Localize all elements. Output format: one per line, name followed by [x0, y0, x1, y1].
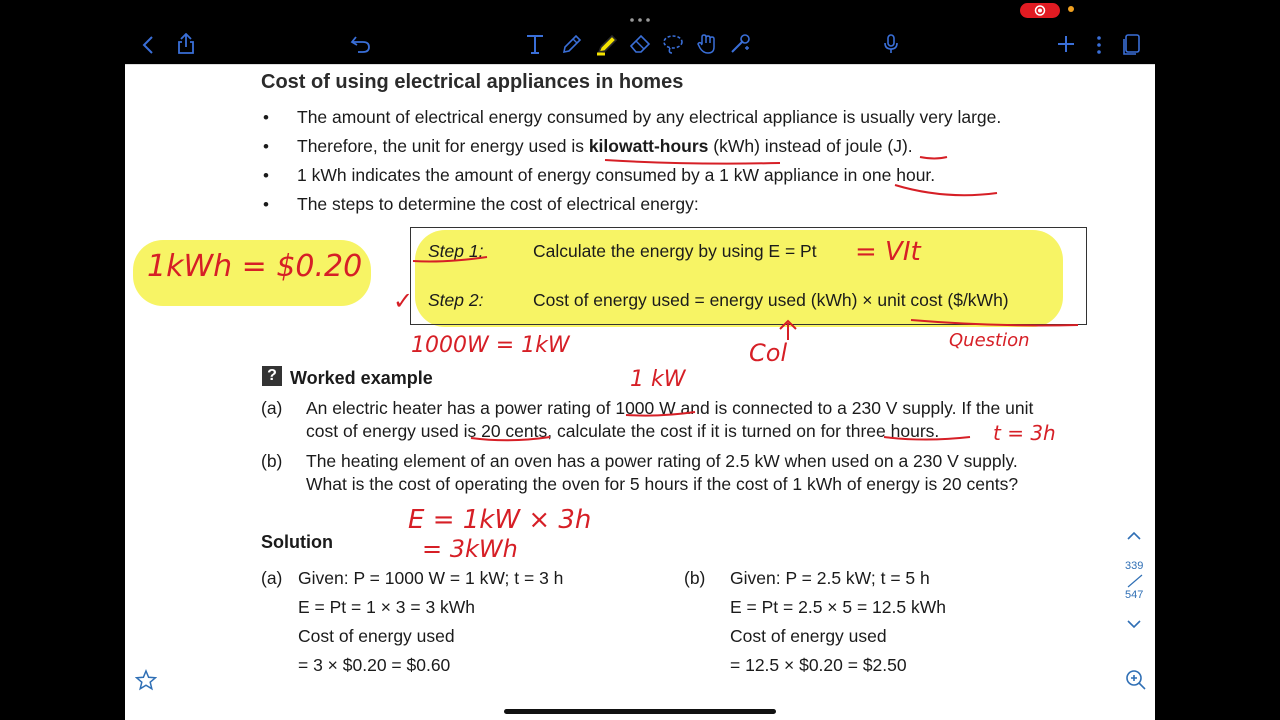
highlighter-icon[interactable] [595, 32, 619, 56]
lasso-icon[interactable] [662, 33, 684, 55]
status-date: Sat 4 Mar [192, 4, 241, 16]
question-b-line-2: What is the cost of operating the oven for 5 hours if the cost of 1 kWh of energy is 20 cents? [306, 474, 1019, 494]
status-time: 3:24 PM [138, 4, 180, 16]
solution-b-label: (b) [684, 568, 706, 588]
bullet-dot: • [263, 137, 269, 156]
undo-icon[interactable] [350, 34, 372, 54]
bullet-4: The steps to determine the cost of electrical energy: [297, 194, 699, 214]
solution-b-cost-label: Cost of energy used [730, 626, 887, 646]
add-page-icon[interactable] [1056, 34, 1076, 54]
ink-1kw: 1 kW [630, 367, 686, 392]
solution-title: Solution [261, 532, 333, 552]
ink-energy-line-1: E = 1kW × 3h [408, 505, 592, 535]
step-1-label: Step 1: [428, 241, 484, 261]
solution-a-cost-value: = 3 × $0.20 = $0.60 [298, 655, 451, 675]
solution-a-energy: E = Pt = 1 × 3 = 3 kWh [298, 597, 476, 617]
page-current: 339 [1125, 560, 1144, 572]
page-down-icon[interactable] [1126, 619, 1142, 629]
step-1-text: Calculate the energy by using E = Pt [533, 241, 817, 261]
question-a-label: (a) [261, 398, 283, 418]
solution-a-given: Given: P = 1000 W = 1 kW; t = 3 h [298, 568, 564, 588]
bullet-2: Therefore, the unit for energy used is kilowatt-hours (kWh) instead of joule (J). [297, 136, 913, 156]
ink-t-3h: t = 3h [993, 421, 1056, 445]
ink-vit: = VIt [855, 237, 921, 267]
pen-icon[interactable] [561, 33, 583, 55]
question-b-line-1: The heating element of an oven has a power rating of 2.5 kW when used on a 230 V supply. [306, 451, 1018, 471]
ink-underline-strokes [125, 65, 1155, 720]
document-page[interactable] [125, 65, 1155, 720]
question-a-line-1: An electric heater has a power rating of 1000 W and is connected to a 230 V supply. If the unit [306, 398, 1034, 418]
ink-kwh-price: 1kWh = $0.20 [147, 249, 363, 284]
eraser-icon[interactable] [628, 33, 652, 55]
step-2-label: Step 2: [428, 290, 484, 310]
solution-b-cost-value: = 12.5 × $0.20 = $2.50 [730, 655, 907, 675]
pages-icon[interactable] [1122, 34, 1142, 56]
ink-watt-conversion: 1000W = 1kW [411, 333, 570, 358]
share-icon[interactable] [176, 33, 196, 55]
step-2-text: Cost of energy used = energy used (kWh) × unit cost ($/kWh) [533, 290, 1009, 310]
page-up-icon[interactable] [1126, 531, 1142, 541]
solution-b-energy: E = Pt = 2.5 × 5 = 12.5 kWh [730, 597, 946, 617]
pager-slash [1126, 573, 1144, 589]
magic-wand-icon[interactable] [729, 33, 753, 55]
worked-example-title: Worked example [290, 368, 433, 388]
question-b-label: (b) [261, 451, 283, 471]
multitask-dots-icon[interactable] [630, 9, 650, 13]
ink-energy-line-2: = 3kWh [422, 535, 518, 563]
section-heading: Cost of using electrical appliances in homes [261, 71, 684, 93]
solution-b-given: Given: P = 2.5 kW; t = 5 h [730, 568, 930, 588]
battery-icon [1119, 5, 1141, 16]
zoom-icon[interactable] [1125, 669, 1147, 691]
wifi-icon [1077, 4, 1091, 22]
solution-a-cost-label: Cost of energy used [298, 626, 455, 646]
page-total: 547 [1125, 589, 1144, 601]
favorite-star-icon[interactable] [135, 669, 157, 691]
bullet-3: 1 kWh indicates the amount of energy consumed by a 1 kW appliance in one hour. [297, 165, 936, 185]
mic-in-use-dot-icon [1068, 6, 1074, 12]
text-tool-icon[interactable] [525, 33, 545, 55]
shape-hand-icon[interactable] [696, 32, 718, 56]
solution-a-label: (a) [261, 568, 283, 588]
bullet-dot: • [263, 108, 269, 127]
screen-recording-indicator[interactable] [1020, 3, 1060, 18]
chevron-left-icon[interactable] [141, 35, 155, 55]
bullet-dot: • [263, 166, 269, 185]
question-a-line-2: cost of energy used is 20 cents, calculate the cost if it is turned on for three hours. [306, 421, 940, 441]
ink-question: Question [949, 330, 1030, 351]
microphone-icon[interactable] [882, 33, 900, 55]
bullet-1: The amount of electrical energy consumed by any electrical appliance is usually very large. [297, 107, 1002, 127]
ink-col: Col [749, 339, 788, 367]
ink-checkmark: ✓ [393, 287, 414, 315]
question-badge-icon: ? [262, 366, 282, 386]
more-icon[interactable] [1095, 35, 1103, 55]
home-indicator[interactable] [504, 709, 776, 714]
battery-percent: 50% [1093, 4, 1116, 16]
bullet-dot: • [263, 195, 269, 214]
